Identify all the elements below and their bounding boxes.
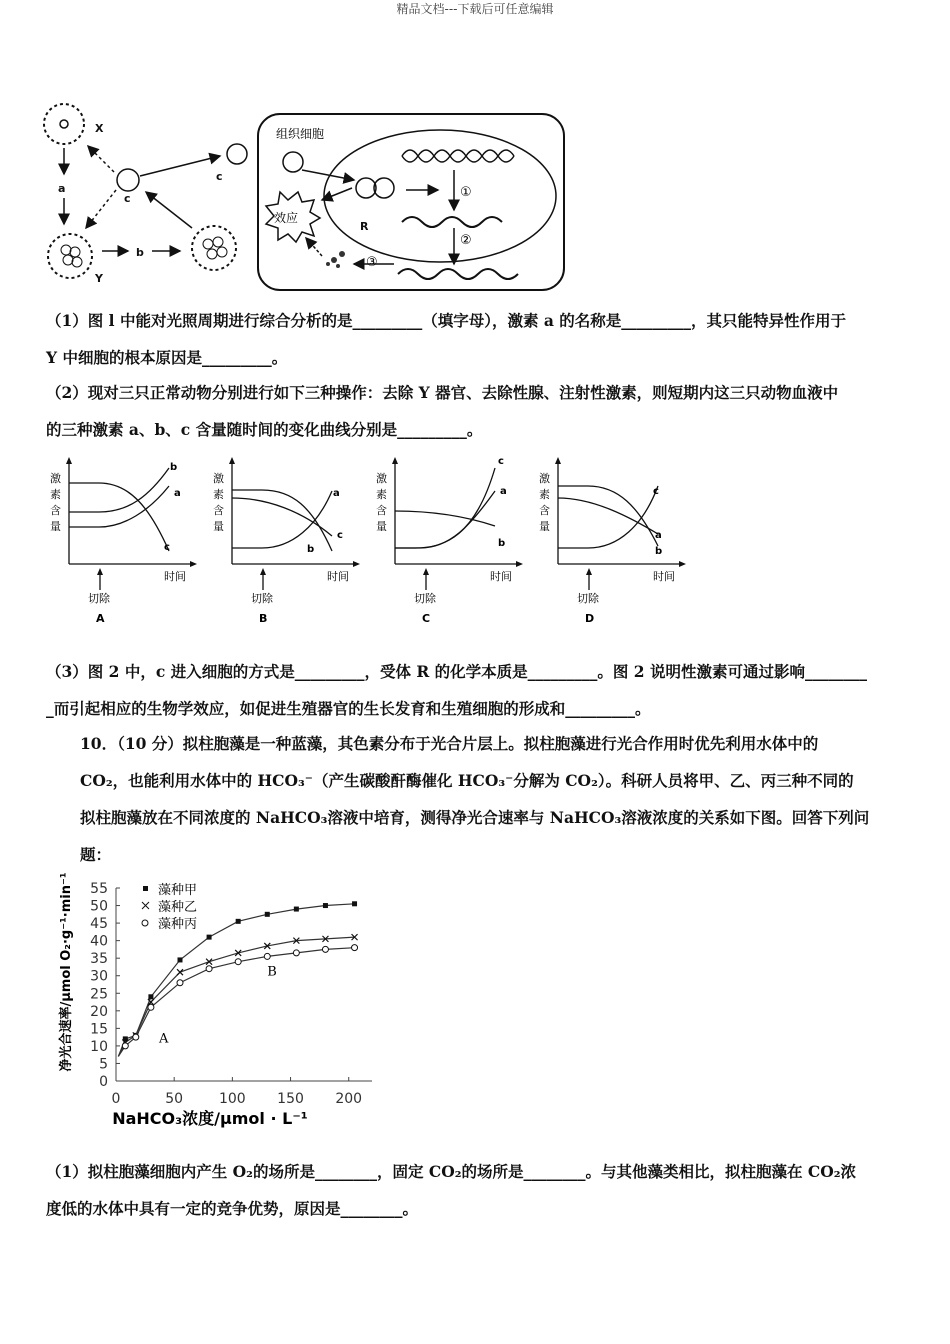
step-1: ① <box>460 185 472 200</box>
minichart-xlabel: 时间 <box>327 570 349 583</box>
data-point <box>207 935 212 940</box>
series-line-0 <box>118 904 354 1057</box>
label-c1: c <box>124 192 131 205</box>
curve-label: a <box>500 486 507 497</box>
q1-line2: Y 中细胞的根本原因是_________。 <box>46 348 288 367</box>
hormone-curve <box>69 483 169 551</box>
minichart-ylabel-char: 量 <box>539 520 550 533</box>
mrna-icon <box>402 217 502 227</box>
data-point <box>133 1034 139 1040</box>
y-tick-label: 55 <box>90 881 108 897</box>
gland-x <box>44 104 84 144</box>
data-point <box>206 966 212 972</box>
minichart-xlabel: 时间 <box>653 570 675 583</box>
data-point <box>177 980 183 986</box>
label-c2: c <box>216 170 223 183</box>
minichart-name: D <box>585 612 595 625</box>
receptor-r <box>356 178 376 198</box>
minichart-ylabel-char: 量 <box>213 520 224 533</box>
data-point <box>323 903 328 908</box>
minichart-ylabel-char: 素 <box>213 488 224 501</box>
q10-1-line1: （1）拟柱胞藻细胞内产生 O₂的场所是________，固定 CO₂的场所是________。与其他藻类相比，拟柱胞藻在 CO₂浓 <box>46 1162 857 1181</box>
q10-line3: 拟柱胞藻放在不同浓度的 NaHCO₃溶液中培育，测得净光合速率与 NaHCO₃溶液浓度的关系如下图。回答下列问 <box>80 808 870 827</box>
legend-marker <box>142 902 149 909</box>
x-tick-label: 100 <box>218 1091 246 1107</box>
minichart-ylabel-char: 激 <box>213 472 224 485</box>
curve-label: c <box>498 456 504 467</box>
minichart-cut: 切除 <box>414 592 436 605</box>
q1-line1: （1）图 l 中能对光照周期进行综合分析的是_________（填字母），激素 a 的名称是_________，其只能特异性作用于 <box>46 311 847 330</box>
y-tick-label: 45 <box>90 916 108 933</box>
step-2: ② <box>460 233 472 248</box>
minichart-name: C <box>422 612 431 625</box>
x-tick-label: 0 <box>111 1091 121 1107</box>
x-tick-label: 50 <box>165 1091 184 1107</box>
data-point <box>352 901 357 906</box>
label-x: X <box>95 122 104 135</box>
step-3: ③ <box>366 255 378 270</box>
curve-label: b <box>307 544 315 555</box>
chart-xlabel: NaHCO₃浓度/μmol · L⁻¹ <box>112 1109 308 1128</box>
minichart-ylabel-char: 量 <box>50 520 61 533</box>
q10-line4: 题： <box>80 845 112 864</box>
chart-ylabel: 净光合速率/μmol O₂·g⁻¹·min⁻¹ <box>59 872 74 1072</box>
data-point <box>293 950 299 956</box>
minichart-ylabel-char: 素 <box>50 488 61 501</box>
data-point <box>177 969 183 975</box>
gland-y <box>48 234 92 278</box>
hormone-curve <box>69 468 169 512</box>
minichart-A <box>50 457 197 625</box>
data-point <box>178 957 183 962</box>
hormone-curve <box>558 486 658 548</box>
chart-annotation: A <box>159 1031 169 1047</box>
minichart-name: B <box>259 612 268 625</box>
label-y: Y <box>95 272 103 285</box>
legend-label: 藻种丙 <box>158 917 198 932</box>
q3-line2: _而引起相应的生物学效应，如促进生殖器官的生长发育和生殖细胞的形成和_________。 <box>46 699 651 718</box>
data-point <box>148 1004 154 1010</box>
minichart-ylabel-char: 量 <box>376 520 387 533</box>
y-tick-label: 50 <box>90 898 108 915</box>
minichart-cut: 切除 <box>577 592 599 605</box>
minichart-ylabel-char: 激 <box>539 472 550 485</box>
gonad <box>192 226 236 270</box>
chart-annotation: B <box>267 964 277 980</box>
data-point <box>236 919 241 924</box>
minichart-xlabel: 时间 <box>490 570 512 583</box>
q10-line1: 10．（10 分）拟柱胞藻是一种蓝藻，其色素分布于光合片层上。拟柱胞藻进行光合作用时优先利用水体中的 <box>80 734 819 753</box>
minichart-ylabel-char: 素 <box>376 488 387 501</box>
minichart-ylabel-char: 含 <box>376 504 387 517</box>
curve-label: a <box>174 488 181 499</box>
curve-label: c <box>164 542 170 553</box>
minichart-ylabel-char: 素 <box>539 488 550 501</box>
x-tick-label: 150 <box>277 1091 304 1107</box>
curve-label: c <box>653 486 659 497</box>
y-tick-label: 40 <box>90 933 108 950</box>
minichart-name: A <box>96 612 105 625</box>
curve-label: a <box>655 530 662 541</box>
label-r: R <box>360 220 369 233</box>
data-point <box>352 945 358 951</box>
data-point <box>122 1043 128 1049</box>
q2-line2: 的三种激素 a、b、c 含量随时间的变化曲线分别是_________。 <box>46 420 483 439</box>
y-tick-label: 15 <box>90 1021 108 1038</box>
legend-marker <box>143 886 148 891</box>
data-point <box>265 912 270 917</box>
data-point <box>148 994 153 999</box>
minichart-C <box>376 456 523 625</box>
hormone-curve-options <box>44 456 704 632</box>
data-point <box>294 907 299 912</box>
y-tick-label: 35 <box>90 951 108 968</box>
y-tick-label: 20 <box>90 1003 108 1020</box>
page-header: 精品文档---下载后可任意编辑 <box>396 2 554 16</box>
data-point <box>235 959 241 965</box>
y-tick-label: 0 <box>99 1074 108 1090</box>
hormone-curve <box>395 491 495 548</box>
x-tick-label: 200 <box>335 1091 363 1107</box>
curve-label: b <box>170 462 178 473</box>
minichart-D <box>539 457 686 625</box>
hormone-curve <box>395 468 495 548</box>
curve-label: a <box>333 488 340 499</box>
minichart-ylabel-char: 含 <box>50 504 61 517</box>
y-tick-label: 30 <box>90 968 108 985</box>
curve-label: b <box>498 538 506 549</box>
label-b: b <box>136 246 144 259</box>
q2-line1: （2）现对三只正常动物分别进行如下三种操作：去除 Y 器官、去除性腺、注射性激素，则短期内这三只动物血液中 <box>46 383 839 402</box>
y-tick-label: 25 <box>90 986 108 1003</box>
photosynthesis-chart <box>50 872 430 1136</box>
hormone-c <box>117 169 139 191</box>
hormone-curve <box>395 511 495 526</box>
label-tissue: 组织细胞 <box>276 127 325 141</box>
minichart-cut: 切除 <box>251 592 273 605</box>
legend-label: 藻种乙 <box>158 900 198 915</box>
hormone-regulation-diagram <box>40 96 570 296</box>
label-a: a <box>58 182 66 195</box>
minichart-xlabel: 时间 <box>164 570 186 583</box>
minichart-cut: 切除 <box>88 592 110 605</box>
q10-line2: CO₂，也能利用水体中的 HCO₃⁻（产生碳酸酐酶催化 HCO₃⁻分解为 CO₂）。科研人员将甲、乙、丙三种不同的 <box>80 771 854 790</box>
label-effect: 效应 <box>274 211 299 225</box>
curve-label: b <box>655 546 663 557</box>
data-point <box>264 953 270 959</box>
legend-label: 藻种甲 <box>158 883 198 898</box>
minichart-ylabel-char: 含 <box>539 504 550 517</box>
y-tick-label: 10 <box>90 1038 108 1055</box>
data-point <box>322 946 328 952</box>
q3-line1: （3）图 2 中，c 进入细胞的方式是_________，受体 R 的化学本质是_________。图 2 说明性激素可通过影响________ <box>46 662 867 681</box>
minichart-ylabel-char: 激 <box>50 472 61 485</box>
minichart-ylabel-char: 激 <box>376 472 387 485</box>
legend-marker <box>142 920 148 926</box>
y-tick-label: 5 <box>99 1056 108 1073</box>
minichart-ylabel-char: 含 <box>213 504 224 517</box>
hormone-curve <box>232 491 332 548</box>
curve-label: c <box>337 530 343 541</box>
q10-1-line2: 度低的水体中具有一定的竞争优势，原因是________。 <box>46 1199 419 1218</box>
minichart-B <box>213 457 360 625</box>
